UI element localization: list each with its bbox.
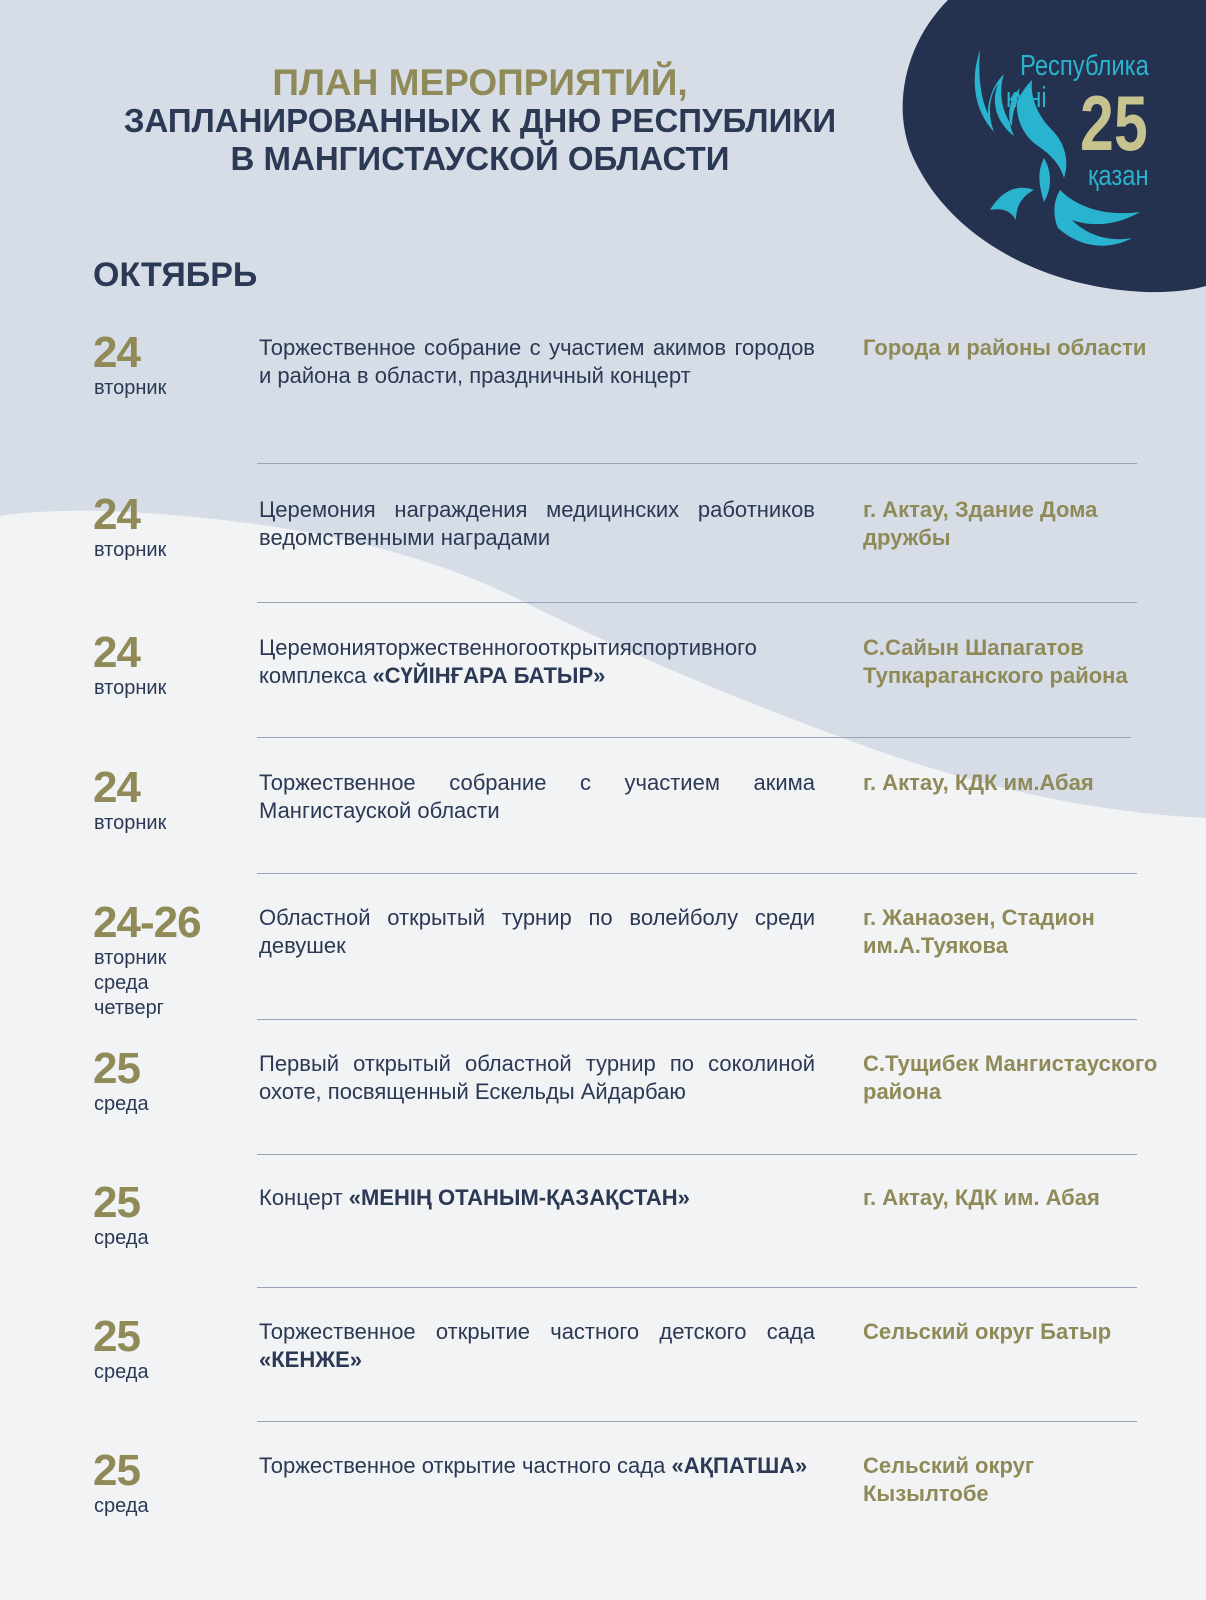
event-weekday: вторник bbox=[94, 947, 167, 969]
event-location: Сельский округ Батыр bbox=[863, 1319, 1112, 1344]
row-divider bbox=[257, 737, 1131, 738]
row-divider bbox=[257, 463, 1137, 464]
row-divider bbox=[257, 1019, 1137, 1020]
event-date: 24 bbox=[93, 763, 140, 812]
event-weekdays bbox=[94, 946, 166, 1021]
event-weekdays bbox=[94, 811, 166, 836]
event-description-name: «КЕНЖЕ» bbox=[259, 1347, 363, 1372]
event-weekday: четверг bbox=[94, 997, 164, 1019]
logo-text-line2: күні bbox=[1006, 82, 1047, 114]
event-description bbox=[259, 1318, 815, 1374]
event-weekdays bbox=[94, 676, 166, 701]
event-description bbox=[259, 334, 815, 390]
event-description-text: Торжественное открытие частного сада bbox=[259, 1453, 672, 1478]
event-date: 25 bbox=[93, 1044, 140, 1093]
event-date: 25 bbox=[93, 1446, 140, 1495]
republic-day-logo bbox=[900, 0, 1206, 300]
row-divider bbox=[257, 1287, 1137, 1288]
event-description-text: Торжественное собрание с участием акимов городов и района в области, праздничный концерт bbox=[259, 335, 815, 388]
title-line-1: ПЛАН МЕРОПРИЯТИЙ, bbox=[272, 62, 688, 103]
event-weekday: вторник bbox=[94, 539, 167, 561]
title-line-2: ЗАПЛАНИРОВАННЫХ К ДНЮ РЕСПУБЛИКИ bbox=[123, 102, 837, 139]
event-weekdays bbox=[94, 538, 166, 563]
event-description-text: Торжественное открытие частного детского сада bbox=[259, 1319, 815, 1344]
event-weekday: среда bbox=[94, 1495, 149, 1517]
event-date: 24 bbox=[93, 628, 140, 677]
event-weekdays bbox=[94, 1092, 149, 1117]
row-divider bbox=[257, 1154, 1137, 1155]
logo-number: 25 bbox=[1080, 79, 1148, 167]
event-weekdays bbox=[94, 1226, 149, 1251]
event-description-name: «МЕНІҢ ОТАНЫМ-ҚАЗАҚСТАН» bbox=[348, 1185, 690, 1210]
event-location: С.Тущибек Мангистауского района bbox=[863, 1051, 1158, 1104]
event-location: г. Актау, КДК им. Абая bbox=[863, 1185, 1100, 1210]
row-divider bbox=[257, 1421, 1137, 1422]
event-location: Города и районы области bbox=[863, 335, 1147, 360]
page-title bbox=[80, 64, 880, 178]
event-date: 24 bbox=[93, 490, 140, 539]
event-location: Сельский округ Кызылтобе bbox=[863, 1453, 1035, 1506]
event-date: 25 bbox=[93, 1312, 140, 1361]
event-description bbox=[259, 496, 815, 552]
event-description bbox=[259, 1050, 815, 1106]
event-weekday: среда bbox=[94, 972, 149, 994]
month-heading: ОКТЯБРЬ bbox=[93, 256, 258, 294]
event-description bbox=[259, 1452, 815, 1480]
event-description-text: Церемонияторжественногооткрытияспортивного комплекса bbox=[259, 635, 757, 688]
event-description bbox=[259, 634, 815, 690]
event-description bbox=[259, 769, 815, 825]
event-weekday: вторник bbox=[94, 677, 167, 699]
event-description-text: Церемония награждения медицинских работников ведомственными наградами bbox=[259, 497, 815, 550]
event-description-name: «СҮЙІНҒАРА БАТЫР» bbox=[372, 663, 606, 688]
event-description bbox=[259, 904, 815, 960]
event-location: г. Актау, КДК им.Абая bbox=[863, 770, 1094, 795]
event-location: С.Сайын Шапагатов Тупкараганского района bbox=[863, 635, 1128, 688]
event-weekdays bbox=[94, 1494, 149, 1519]
event-location: г. Актау, Здание Дома дружбы bbox=[863, 497, 1098, 550]
event-weekdays bbox=[94, 1360, 149, 1385]
event-description-text: Концерт bbox=[259, 1185, 349, 1210]
logo-text-line3: қазан bbox=[1088, 160, 1149, 192]
event-description-name: «АҚПАТША» bbox=[671, 1453, 808, 1478]
event-description-text: Первый открытый областной турнир по соколиной охоте, посвященный Ескельды Айдарбаю bbox=[259, 1051, 815, 1104]
event-weekday: среда bbox=[94, 1093, 149, 1115]
event-weekday: вторник bbox=[94, 377, 167, 399]
event-weekday: среда bbox=[94, 1227, 149, 1249]
event-description bbox=[259, 1184, 815, 1212]
event-weekday: среда bbox=[94, 1361, 149, 1383]
event-weekday: вторник bbox=[94, 812, 167, 834]
event-description-text: Областной открытый турнир по волейболу среди девушек bbox=[259, 905, 815, 958]
event-weekdays bbox=[94, 376, 166, 401]
event-date: 24-26 bbox=[93, 898, 201, 947]
title-line-3: В МАНГИСТАУСКОЙ ОБЛАСТИ bbox=[230, 140, 730, 177]
logo-text-line1: Республика bbox=[1020, 50, 1149, 82]
event-location: г. Жанаозен, Стадион им.А.Туякова bbox=[863, 905, 1095, 958]
row-divider bbox=[257, 602, 1137, 603]
event-date: 25 bbox=[93, 1178, 140, 1227]
event-description-text: Торжественное собрание с участием акима Мангистауской области bbox=[259, 770, 815, 823]
row-divider bbox=[257, 873, 1137, 874]
event-date: 24 bbox=[93, 328, 140, 377]
